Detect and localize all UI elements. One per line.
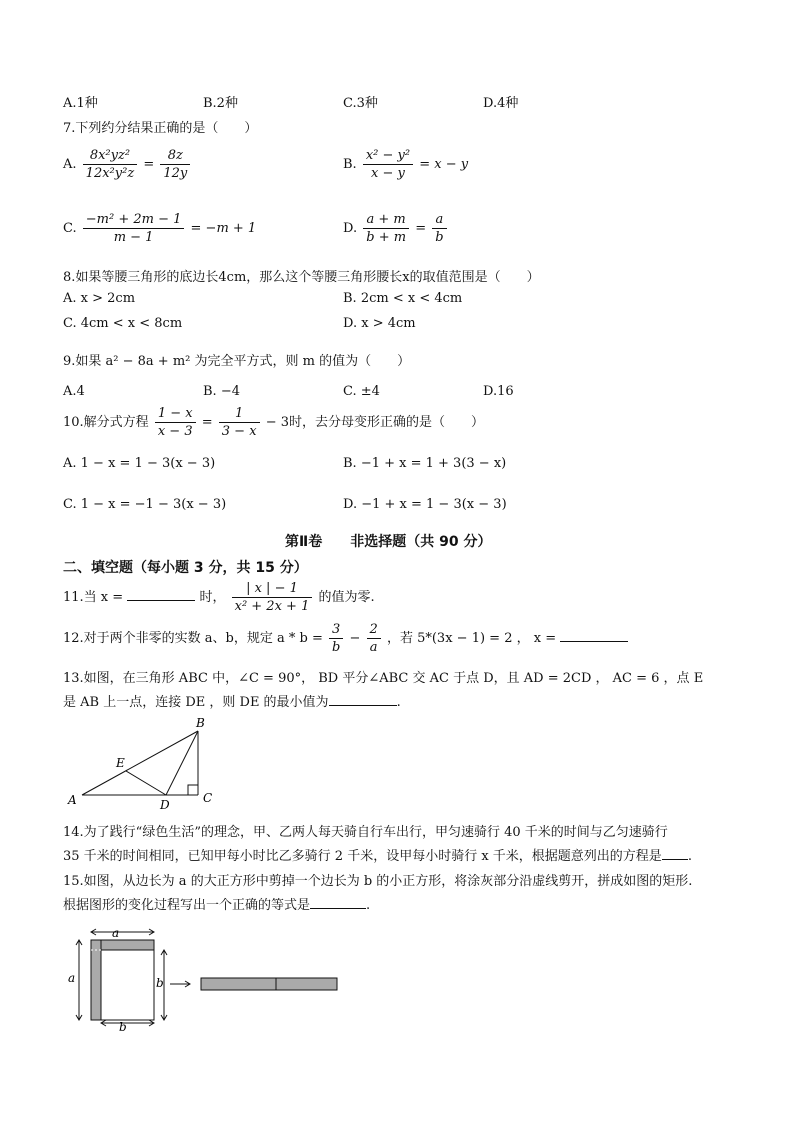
- q12-fraction-1: [329, 621, 343, 656]
- q11: [63, 580, 375, 615]
- q13-line2: [63, 691, 401, 710]
- q6-option-d: D.4种: [483, 96, 519, 111]
- q12-f1-denominator: b: [332, 640, 341, 655]
- dim-b-bottom-label: b: [119, 1020, 127, 1034]
- result-rectangle: [201, 978, 337, 990]
- q15-line2-end: .: [366, 898, 371, 913]
- q7-b-denominator: x − y: [371, 166, 405, 181]
- q13-line2-text: 是 AB 上一点，连接 DE ，则 DE 的最小值为: [63, 695, 329, 710]
- q7-option-d: [343, 211, 449, 246]
- q10-option-d: D. −1 + x = 1 − 3(x − 3): [343, 497, 507, 512]
- q12-f2-numerator: 2: [367, 621, 381, 639]
- side-ab: [82, 731, 198, 795]
- q7-d-numerator: a + m: [363, 211, 409, 229]
- q6-option-b: B.2种: [203, 96, 238, 111]
- label-e: E: [116, 756, 125, 770]
- q10-stem-pre: 10.解分式方程: [63, 415, 149, 430]
- dim-a-left-label: a: [68, 971, 76, 985]
- q9-option-a: A.4: [63, 384, 85, 399]
- q7-a-right-denominator: 12y: [163, 166, 188, 181]
- q9-stem: 9.如果 a² − 8a + m² 为完全平方式，则 m 的值为（ ）: [63, 354, 411, 369]
- q12: [63, 621, 628, 656]
- q8-option-d: D. x > 4cm: [343, 316, 416, 331]
- q8-option-b: B. 2cm < x < 4cm: [343, 291, 463, 306]
- q7-d-equals: =: [415, 221, 427, 236]
- q10-option-b: B. −1 + x = 1 + 3(3 − x): [343, 456, 507, 471]
- q12-pre: 12.对于两个非零的实数 a、b，规定 a * b =: [63, 631, 323, 646]
- label-b: B: [196, 716, 205, 730]
- q12-f2-denominator: a: [369, 640, 378, 655]
- q10-right-fraction: [219, 405, 260, 440]
- q15-answer-blank[interactable]: [310, 908, 366, 909]
- q13-triangle-figure: [60, 712, 220, 812]
- q8-stem: 8.如果等腰三角形的底边长4cm，那么这个等腰三角形腰长x的取值范围是（ ）: [63, 270, 540, 285]
- q6-option-a: A.1种: [63, 96, 98, 111]
- q7-c-denominator: m − 1: [113, 230, 154, 245]
- q12-answer-blank[interactable]: [560, 641, 628, 642]
- q7-a-label: A.: [63, 157, 77, 172]
- grey-left-strip: [91, 940, 101, 1020]
- q15-line2-text: 根据图形的变化过程写出一个正确的等式是: [63, 898, 311, 913]
- label-c: C: [203, 791, 213, 805]
- q14-answer-blank[interactable]: [662, 859, 688, 860]
- q10-stem: [63, 405, 484, 440]
- q12-fraction-2: [367, 621, 381, 656]
- q7-d-denominator: b + m: [366, 230, 407, 245]
- q10-stem-post: − 3时，去分母变形正确的是（ ）: [265, 415, 484, 430]
- q6-option-c: C.3种: [343, 96, 378, 111]
- q11-answer-blank[interactable]: [127, 600, 195, 601]
- q10-option-c: C. 1 − x = −1 − 3(x − 3): [63, 497, 227, 512]
- dim-a-top-label: a: [112, 926, 120, 940]
- q10-option-a: A. 1 − x = 1 − 3(x − 3): [63, 456, 216, 471]
- q7-b-label: B.: [343, 157, 357, 172]
- q14-line2-text: 35 千米的时间相同，已知甲每小时比乙多骑行 2 千米，设甲每小时骑行 x 千米，根据题意列出的方程是: [63, 849, 662, 864]
- q10-left-numerator: 1 − x: [155, 405, 196, 423]
- q10-right-numerator: 1: [219, 405, 260, 423]
- right-angle-mark: [188, 785, 198, 795]
- q12-minus: −: [349, 631, 361, 646]
- q7-d-right-denominator: b: [435, 230, 444, 245]
- q7-d-fraction-right: [432, 211, 446, 246]
- q7-d-right-numerator: a: [432, 211, 446, 229]
- q11-numerator: | x | − 1: [232, 580, 313, 598]
- q7-option-c: [63, 211, 256, 246]
- q10-left-fraction: [155, 405, 196, 440]
- q7-stem: 7.下列约分结果正确的是（ ）: [63, 121, 258, 136]
- q14-line2: [63, 845, 692, 864]
- q12-post: ，若 5*(3x − 1) = 2 ， x =: [386, 631, 557, 646]
- q7-option-a: [63, 147, 192, 182]
- q7-a-fraction-left: [83, 147, 138, 182]
- q7-c-numerator: −m² + 2m − 1: [83, 211, 185, 229]
- q10-right-denominator: 3 − x: [221, 424, 257, 439]
- q7-d-label: D.: [343, 221, 358, 236]
- q7-d-fraction-left: [363, 211, 409, 246]
- q15-line1: 15.如图，从边长为 a 的大正方形中剪掉一个边长为 b 的小正方形，将涂灰部分沿虚线剪开，拼成如图的矩形.: [63, 874, 693, 889]
- q8-option-c: C. 4cm < x < 8cm: [63, 316, 183, 331]
- label-a: A: [68, 793, 77, 807]
- q13-line2-end: .: [396, 695, 401, 710]
- q7-b-numerator: x² − y²: [363, 147, 413, 165]
- q15-line2: [63, 894, 370, 913]
- q7-c-fraction: [83, 211, 185, 246]
- label-d: D: [160, 798, 170, 812]
- part2-title: 第Ⅱ卷 非选择题（共 90 分）: [285, 534, 492, 550]
- q7-c-rhs: = −m + 1: [190, 221, 257, 236]
- segment-de: [126, 771, 166, 795]
- q7-a-numerator: 8x²yz²: [83, 147, 138, 165]
- q9-option-b: B. −4: [203, 384, 240, 399]
- q13-line1: 13.如图，在三角形 ABC 中，∠C = 90°， BD 平分∠ABC 交 AC 于点 D，且 AD = 2CD ， AC = 6 ，点 E: [63, 671, 704, 686]
- q11-mid: 时，: [199, 590, 226, 605]
- q7-c-label: C.: [63, 221, 77, 236]
- q9-option-d: D.16: [483, 384, 514, 399]
- q14-line2-end: .: [687, 849, 692, 864]
- q9-option-c: C. ±4: [343, 384, 380, 399]
- q8-option-a: A. x > 2cm: [63, 291, 136, 306]
- q12-f1-numerator: 3: [329, 621, 343, 639]
- q11-post: 的值为零.: [318, 590, 375, 605]
- q7-a-denominator: 12x²y²z: [85, 166, 135, 181]
- section2-title: 二、填空题（每小题 3 分，共 15 分）: [63, 560, 308, 576]
- q7-a-right-numerator: 8z: [160, 147, 190, 165]
- q7-a-fraction-right: [160, 147, 190, 182]
- small-square: [101, 950, 154, 1020]
- q7-a-equals: =: [143, 157, 155, 172]
- q7-b-rhs: = x − y: [419, 157, 469, 172]
- q7-b-fraction: [363, 147, 413, 182]
- q11-fraction: [232, 580, 313, 615]
- q11-denominator: x² + 2x + 1: [234, 599, 310, 614]
- q10-left-denominator: x − 3: [157, 424, 193, 439]
- q15-square-figure: [60, 924, 350, 1034]
- q10-equals: =: [201, 415, 213, 430]
- q13-answer-blank[interactable]: [329, 705, 397, 706]
- q11-pre: 11.当 x =: [63, 590, 124, 605]
- dim-b-right-label: b: [156, 976, 164, 990]
- q14-line1: 14.为了践行“绿色生活”的理念，甲、乙两人每天骑自行车出行，甲匀速骑行 40 千米的时间与乙匀速骑行: [63, 825, 668, 840]
- q7-option-b: [343, 147, 468, 182]
